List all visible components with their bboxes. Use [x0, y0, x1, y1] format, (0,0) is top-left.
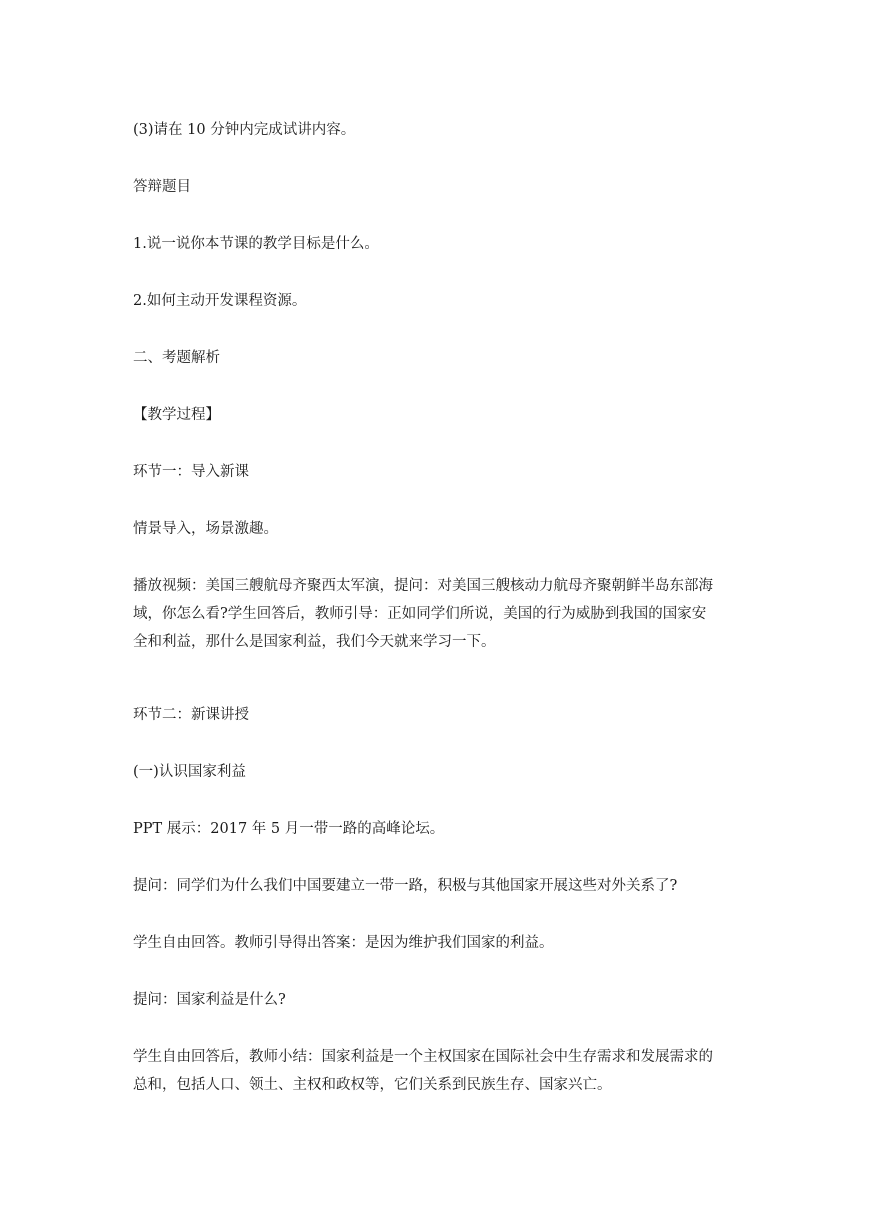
step-1-intro: 情景导入，场景激趣。 — [133, 521, 278, 537]
subsection-national-interest: (一)认识国家利益 — [133, 764, 246, 780]
question-national-interest: 提问：国家利益是什么? — [133, 992, 286, 1008]
section-heading-analysis: 二、考题解析 — [133, 350, 220, 366]
teacher-summary-paragraph: 学生自由回答后，教师小结：国家利益是一个主权国家在国际社会中生存需求和发展需求的 总和，包括人口、领土、主权和政权等，它们关系到民族生存、国家兴亡。 — [133, 1049, 713, 1093]
step-1-heading: 环节一：导入新课 — [133, 464, 249, 480]
paragraph-time-limit: (3)请在 10 分钟内完成试讲内容。 — [133, 122, 356, 138]
heading-defense-questions: 答辩题目 — [133, 179, 191, 195]
question-belt-road: 提问：同学们为什么我们中国要建立一带一路，积极与其他国家开展这些对外关系了? — [133, 878, 678, 894]
student-answer-paragraph: 学生自由回答。教师引导得出答案：是因为维护我们国家的利益。 — [133, 935, 554, 951]
question-2: 2.如何主动开发课程资源。 — [133, 293, 307, 309]
ppt-display-paragraph: PPT 展示：2017 年 5 月一带一路的高峰论坛。 — [133, 821, 445, 837]
heading-teaching-process: 【教学过程】 — [133, 407, 220, 423]
step-1-video-paragraph: 播放视频：美国三艘航母齐聚西太军演，提问：对美国三艘核动力航母齐聚朝鲜半岛东部海 域，你怎么看?学生回答后，教师引导：正如同学们所说，美国的行为威胁到我国的国家安 全和利益，那什么是国家利益，我们今天就来学习一下。 — [133, 578, 713, 650]
question-1: 1.说一说你本节课的教学目标是什么。 — [133, 236, 379, 252]
step-2-heading: 环节二：新课讲授 — [133, 707, 249, 723]
